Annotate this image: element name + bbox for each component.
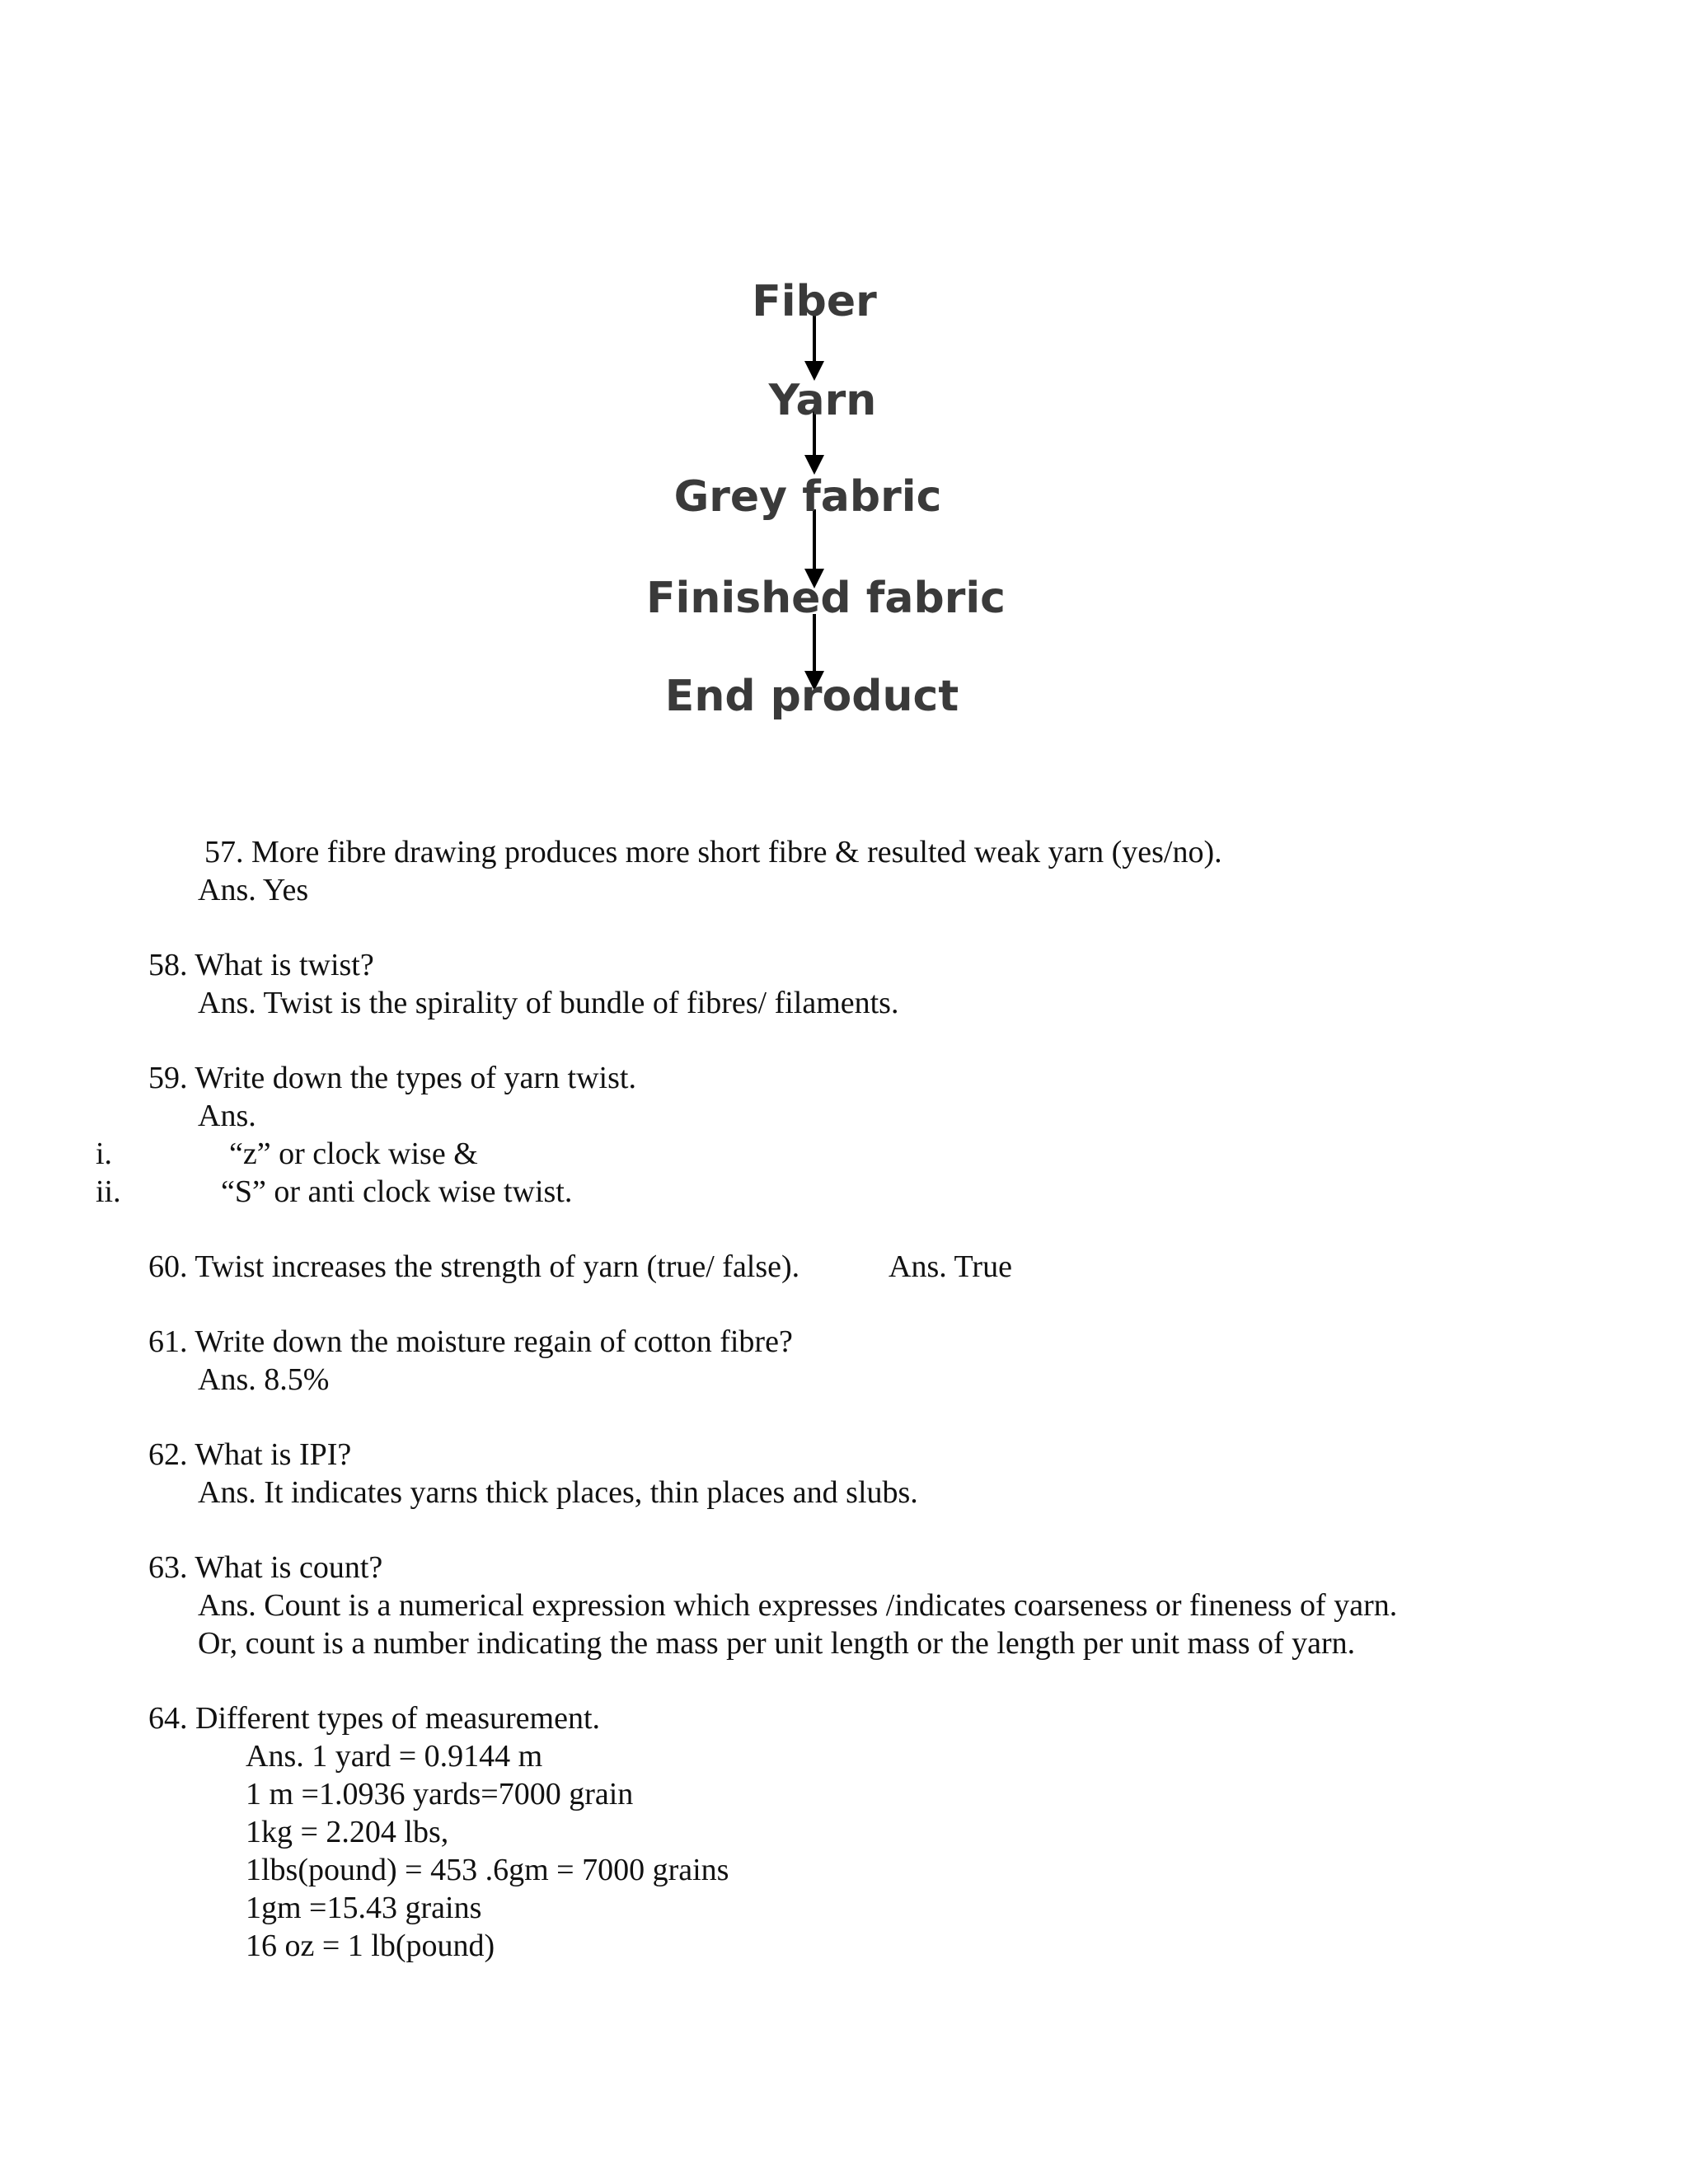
question-57: 57. More fibre drawing produces more short fibre & resulted weak yarn (yes/no). bbox=[204, 835, 1222, 869]
question-58: 58. What is twist? bbox=[148, 948, 374, 982]
flow-step-finished-fabric: Finished fabric bbox=[646, 574, 1006, 623]
question-60: 60. Twist increases the strength of yarn (true/ false). bbox=[148, 1249, 800, 1284]
answer-57: Ans. Yes bbox=[198, 873, 309, 907]
measurement-line-4: 1lbs(pound) = 453 .6gm = 7000 grains bbox=[246, 1853, 729, 1887]
list-marker-ii: ii. bbox=[96, 1174, 121, 1209]
answer-60: Ans. True bbox=[889, 1249, 1012, 1284]
answer-63-line-1: Ans. Count is a numerical expression which expresses /indicates coarseness or fineness of yarn. bbox=[198, 1588, 1398, 1623]
measurement-line-5: 1gm =15.43 grains bbox=[246, 1891, 482, 1925]
answer-59: Ans. bbox=[198, 1099, 256, 1133]
measurement-line-1: Ans. 1 yard = 0.9144 m bbox=[246, 1739, 543, 1774]
answer-62: Ans. It indicates yarns thick places, thin places and slubs. bbox=[198, 1475, 918, 1510]
flow-step-yarn: Yarn bbox=[768, 376, 877, 425]
measurement-line-6: 16 oz = 1 lb(pound) bbox=[246, 1929, 495, 1963]
process-flow-diagram bbox=[0, 0, 1688, 742]
answer-58: Ans. Twist is the spirality of bundle of fibres/ filaments. bbox=[198, 986, 899, 1020]
answer-61: Ans. 8.5% bbox=[198, 1362, 330, 1397]
measurement-line-3: 1kg = 2.204 lbs, bbox=[246, 1815, 449, 1849]
measurement-line-2: 1 m =1.0936 yards=7000 grain bbox=[246, 1777, 634, 1811]
list-marker-i: i. bbox=[96, 1137, 113, 1171]
question-64: 64. Different types of measurement. bbox=[148, 1701, 601, 1736]
question-62: 62. What is IPI? bbox=[148, 1437, 352, 1472]
answer-63-line-2: Or, count is a number indicating the mass per unit length or the length per unit mass of yarn. bbox=[198, 1626, 1356, 1661]
flow-step-fiber: Fiber bbox=[752, 277, 877, 326]
question-63: 63. What is count? bbox=[148, 1550, 383, 1585]
list-item-s-twist: “S” or anti clock wise twist. bbox=[221, 1174, 573, 1209]
flow-step-grey-fabric: Grey fabric bbox=[673, 472, 942, 522]
list-item-z-twist: “z” or clock wise & bbox=[229, 1137, 478, 1171]
flow-step-end-product: End product bbox=[664, 672, 959, 721]
question-61: 61. Write down the moisture regain of cotton fibre? bbox=[148, 1324, 793, 1359]
question-59: 59. Write down the types of yarn twist. bbox=[148, 1061, 636, 1095]
